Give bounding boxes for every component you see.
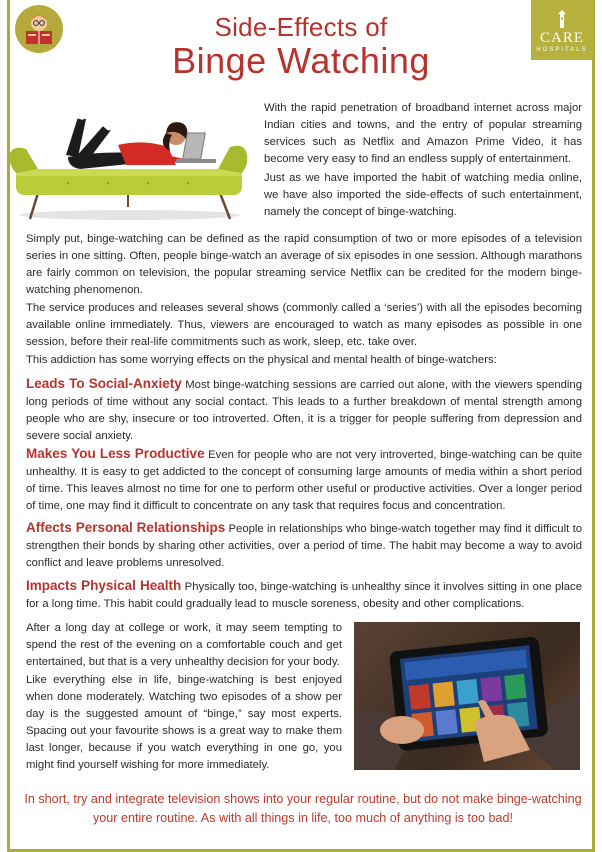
section-physical-health — [26, 577, 582, 613]
moderation-paragraph: Like everything else in life, binge-watching is best enjoyed when done moderately. Watching two episodes of a show per day is the suggested amount of “binge,” say most experts. Spacing out your favourite shows is a great way to make them last longer, because if you watch everything in one go, you might find yourself wishing for more immediately. — [26, 674, 342, 771]
brand-subtitle: HOSPITALS — [536, 47, 588, 53]
intro-paragraph-1: With the rapid penetration of broadband internet across major Indian cities and towns, and the entry of popular streaming services such as Netflix and Amazon Prime Video, it has become very easy to find an endless supply of entertainment. — [264, 102, 582, 165]
intro-paragraph-2: Just as we have imported the habit of watching media online, we have also imported the side-effects of such entertainment, namely the concept of binge-watching. — [264, 172, 582, 218]
section-title: Affects Personal Relationships — [26, 520, 226, 535]
definition-paragraph: Simply put, binge-watching can be defined as the rapid consumption of two or more episodes of a television series in one sitting. Often, people binge-watch an average of six episodes in one session. Although marathons are fairly common on television, the popular streaming service Netflix can be credited for the modern binge-watching phenomenon. — [26, 233, 582, 296]
section-title: Impacts Physical Health — [26, 578, 182, 593]
page-title-line1: Side-Effects of — [214, 12, 388, 42]
section-text: People in relationships who binge-watch together may find it difficult to strengthen their bonds by sharing other activities, over a period of time. The habit may become a way to avoid conflict and leave problems unresolved. — [26, 523, 582, 569]
section-productivity — [26, 445, 582, 515]
closing-statement: In short, try and integrate television shows into your regular routine, but do not make binge-watching your entire routine. As with all things in life, too much of anything is too bad! — [24, 792, 582, 825]
section-text: Even for people who are not very introverted, binge-watching can be quite unhealthy. It is easy to get addicted to the concept of consuming large amounts of media within a short period of time. This leaves almost no time for one to perform other useful or productive activities. Over a longer period of time, one may find it difficult to concentrate on any task that requires focus and concentration. — [26, 449, 582, 512]
section-title: Makes You Less Productive — [26, 446, 205, 461]
couch-illustration — [8, 95, 248, 225]
service-paragraph: The service produces and releases several shows (commonly called a ‘series’) with all the episodes becoming available online immediately. Thus, viewers are encouraged to watch as many episodes as possible in one session, before their real-life commitments such as work, sleep, etc. take over. — [26, 302, 582, 348]
evening-paragraph: After a long day at college or work, it may seem tempting to spend the rest of the evening on a comfortable couch and get entertained, but that is a very unhealthy decision for your body. — [26, 622, 342, 668]
effects-intro-paragraph: This addiction has some worrying effects on the physical and mental health of binge-watchers: — [26, 354, 497, 366]
section-text: Physically too, binge-watching is unhealthy since it involves sitting in one place for a long time. This habit could gradually lead to muscle soreness, obesity and other complications. — [26, 581, 582, 610]
brand-name: CARE — [539, 30, 584, 46]
section-text: Most binge-watching sessions are carried out alone, with the viewers spending long periods of time without any social contact. This leads to a further breakdown of mental strength among people who are shy, insecure or too introverted. Often, it is a trigger for people suffering from depression and severe social anxiety. — [26, 379, 582, 442]
page-title-line2: Binge Watching — [172, 40, 430, 81]
section-relationships — [26, 519, 582, 572]
tablet-photo — [354, 622, 580, 770]
section-title: Leads To Social-Anxiety — [26, 376, 182, 391]
section-social-anxiety — [26, 375, 582, 445]
